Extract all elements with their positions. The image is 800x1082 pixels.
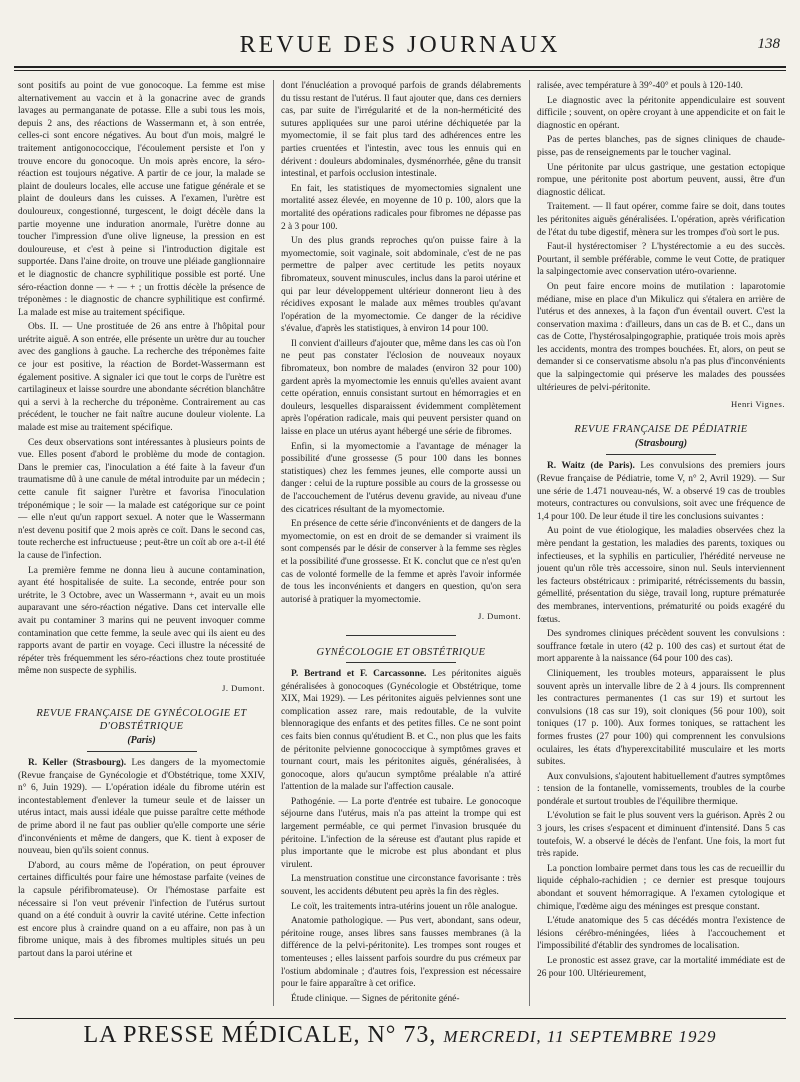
paragraph: En présence de cette série d'inconvénients et de dangers de la myomectomie, on est en droit de se demander si vraiment ils sont compensés par le désir de conserver à la femme ses règles et la possibilité d'une grossesse. Et K. conclut que ce n'est qu'en cas de volonté formelle de la femme et après l'avoir informée de tous les inconvénients et dangers en question, qu'on sera autorisé à pratiquer la myomectomie. [281, 519, 521, 605]
paragraph: sont positifs au point de vue gonocoque. La femme est mise alternativement au vaccin et à la gonacrine avec de grands lavages au permanganate de potasse. Elle a subi tous les mois, depuis 2 ans, des réactions de Wassermann et, à son entrée, celles-ci sont encore négatives. Au bout d'un mois, malgré le traitement antigonococcique, l'écoulement persiste et l'on y trouve encore du gonocoque. Un mois après encore, la séro-réaction est toujours négative. A partir de ce jour, la malade se plaint de douleurs locales, elle accuse une fatigue générale et se plaint de douleurs dans les cuisses. A l'examen, l'urètre est douloureux, congestionné, turgescent, le doigt décèle dans la partie moyenne une induration anormale, l'urètre donne au toucher l'impression d'une olive ligneuse, la pression en est douloureuse, et c'est à peine si l'introduction digitale est supportée. Dans l'aine droite, on trouve une pléiade ganglionnaire et le diagnostic de chancre syphilitique possible est porté. Une séro-réaction donne — + — + ; un frottis décèle la présence de tréponèmes : le diagnostic de chancre syphilitique est confirmé. La malade est mise au traitement spécifique. [18, 81, 265, 318]
paragraph: Aux convulsions, s'ajoutent habituellement d'autres symptômes : tension de la fontanelle, vomissements, troubles de la courbe pondérale et surtout troubles de l'équilibre thermique. [537, 771, 785, 807]
paragraph: Le diagnostic avec la péritonite appendiculaire est souvent difficile ; souvent, on opère croyant à une appendicite et on fait le diagnostic en opérant. [537, 95, 785, 131]
signature: J. Dumont. [478, 611, 521, 622]
column-divider [273, 80, 274, 1006]
paragraph: Le coït, les traitements intra-utérins jouent un rôle analogue. [291, 901, 518, 912]
section-rule [346, 662, 456, 663]
section-rule [87, 751, 197, 752]
article-text: Les convulsions des premiers jours (Revue française de Pédiatrie, tome V, n° 2, Avril 1929). — Sur une série de 1.471 nouveau-nés, W. a observé 19 cas de troubles moteurs, contractures ou convulsions, soit avec une fréquence de 1,4 pour 100. De leur étude il tire les conclusions suivantes : [537, 461, 785, 522]
paragraph: Pathogénie. — La porte d'entrée est tubaire. Le gonocoque séjourne dans l'utérus, mais n'a pas atteint la trompe qui est largement perméable, ce qui permet l'invasion brusquée du péritoine. L'infection de la séreuse est d'autant plus rapide et plus importante que le microbe est plus abondant et plus virulent. [281, 796, 521, 870]
journal-title: REVUE DES JOURNAUX [239, 32, 561, 58]
paragraph: La ponction lombaire permet dans tous les cas de recueillir du liquide céphalo-rachidien ; ce dernier est presque toujours abondant et souvent hémorragique. A l'examen cytologique et chimique, l'œdème aigu des méninges est presque constant. [537, 863, 785, 912]
paragraph: Une péritonite par ulcus gastrique, une gestation ectopique rompue, une péritonite post abortum peuvent, aussi, être d'un diagnostic délicat. [537, 162, 785, 198]
article-paragraph [537, 460, 785, 523]
section-rule [606, 454, 716, 455]
paragraph: Il convient d'ailleurs d'ajouter que, même dans les cas où l'on ne peut pas constater l'éclosion de nouveaux noyaux fibromateux, bon nombre de malades (environ 32 pour 100) gardent après la myomectomie les ennuis qu'elles avaient avant cette opération, ennuis consistant surtout en hémorragies et en douleurs, lesquelles disparaissent évidemment complètement après l'opération radicale, mais qui peuvent persister quand on laisse en place un utérus ayant hébergé une série de fibromes. [281, 338, 521, 438]
section-title: REVUE FRANÇAISE DE GYNÉCOLOGIE ET D'OBSTÉTRIQUE [36, 707, 247, 732]
paragraph: Au point de vue étiologique, les maladies observées chez la mère pendant la gestation, les maladies des parents, toxiques ou infectieuses, et la syphilis en particulier, l'hérédité nerveuse ne jouent qu'un rôle très accessoire, sinon nul. Seuls interviennent les facteurs obstétricaux : primiparité, rétrécissements du bassin, gémellité, présentation du siège, travail long, rupture prématurée des membranes, interventions, prématurité ou poids exagéré du fœtus. [537, 526, 785, 625]
column-divider [529, 80, 530, 1006]
footer-date: MERCREDI, 11 SEPTEMBRE 1929 [443, 1027, 717, 1046]
page-footer [14, 1012, 786, 1062]
paragraph: Ces deux observations sont intéressantes à plusieurs points de vue. Elles posent d'abord le problème du mode de contagion. Dans le premier cas, l'inoculation a été faite à la faveur d'un traumatisme dû à une canule de métal introduite par un médecin ; cette canule fit saigner l'urètre et favorisa l'inoculation tréponémique ; le soir — la malade est catégorique sur ce point — elle n'eut qu'un rapport sexuel. A noter que le Wassermann n'est devenu positif que 2 mois après ce coït. Dans le second cas, toute recherche est infructueuse ; peut-être un coït ab ore a-t-il été la cause de l'infection. [18, 437, 265, 561]
paragraph: Enfin, si la myomectomie a l'avantage de ménager la possibilité d'une grossesse (5 pour 100 dans les bonnes statistiques) chez les femmes jeunes, elle comporte aussi un danger : celui de la rupture possible au cours de la grossesse ou de l'accouchement de l'utérus devenu gravide, au niveau d'une des cicatrices résultant de la myomectomie. [281, 441, 521, 515]
header-rule-thin [14, 70, 786, 71]
paragraph: L'étude anatomique des 5 cas décédés montra l'existence de lésions cérébro-méningées, liées à l'accouchement et l'impossibilité d'établir des syndromes de localisation. [537, 916, 785, 952]
paragraph: ralisée, avec température à 39°-40° et pouls à 120-140. [537, 81, 743, 91]
paragraph: On peut faire encore moins de mutilation : laparotomie médiane, mise en place d'un Mikulicz qui s'étalera en arrière de l'utérus et des annexes, à la façon d'un éventail ouvert. C'est la conservation maxima : d'ailleurs, dans un cas de B. et C., dans un cas de Cotte, l'hystérosalpingographie, pratiquée trois mois après les accidents, montra des trompes bouchées. Et, alors, on peut se demander si ce conservatisme absolu n'a pas plus d'inconvénients que la salpingectomie qui préserve les malades des poussées ultérieures de pelvi-péritonite. [537, 281, 785, 393]
paragraph: Cliniquement, les troubles moteurs, apparaissent le plus souvent après un intervalle libre de 2 à 4 jours. Ils comprennent les contractures permanentes (1 cas sur 19) et surtout les convulsions (18 cas sur 19), soit cloniques (56 pour 100), soit toniques (17 p. 100). Aux formes toniques, se rattachent les formes frustes (27 pour 100) qui comprennent les convulsions oculaires, les états d'hyperexcitabilité musculaire et les morts subites. [537, 668, 785, 768]
article-author: R. Waitz (de Paris). [547, 461, 635, 472]
paragraph: Traitement. — Il faut opérer, comme faire se doit, dans toutes les péritonites aiguës généralisées. L'opération, après vérification de l'état du tube digestif, mènera sur les trompes d'où sort le pus. [537, 202, 785, 238]
paragraph: Anatomie pathologique. — Pus vert, abondant, sans odeur, péritoine rouge, anses libres sans fausses membranes (à la différence de la pelvi-péritonite). Les trompes sont rouges et tomenteuses ; elles laissent parfois sourdre du pus crémeux par l'ostium abdominale ; d'autres fois, l'expression est nécessaire pour le faire apparaître à cet orifice. [281, 916, 521, 990]
signature: Henri Vignes. [730, 399, 785, 410]
paragraph: L'évolution se fait le plus souvent vers la guérison. Après 2 ou 3 jours, les crises s'espacent et diminuent d'intensité. Dans 5 cas toutefois, W. a observé le décès de l'enfant. Une fois, la mort fut très rapide. [537, 811, 785, 860]
section-subtitle: (Strasbourg) [634, 437, 688, 449]
section-title: GYNÉCOLOGIE ET OBSTÉTRIQUE [316, 646, 486, 658]
paragraph: Faut-il hystérectomiser ? L'hystérectomie a eu des succès. Pourtant, il semble préférable, comme le veut Cotte, de pratiquer la salpingectomie avec conservation utéro-ovarienne. [537, 242, 785, 278]
column-2 [281, 80, 521, 1006]
paragraph: La menstruation constitue une circonstance favorisante : très souvent, les accidents débutent peu après la fin des règles. [281, 874, 521, 898]
section-subtitle: (Paris) [127, 734, 156, 746]
paragraph: D'abord, au cours même de l'opération, on peut éprouver certaines difficultés pour faire une hémostase parfaite (veines de la capsule périfibromateuse). Or l'hémostase parfaite est nécessaire si l'on veut prévenir l'infection de l'utérus surtout quand on a été conduit à ouvrir la cavité utérine. Cette infection est encore plus à craindre quand on a eu affaire, non pas à un fibrome unique, mais à des fibromes multiples situés un peu partout dans la paroi utérine et [18, 860, 265, 959]
paragraph: Étude clinique. — Signes de péritonite géné- [291, 993, 460, 1004]
paragraph: Obs. II. — Une prostituée de 26 ans entre à l'hôpital pour urétrite aiguë. A son entrée, elle présente un urètre dur au toucher avec des ganglions à gauche. La recherche des tréponèmes faite ce jour est positive, la réaction de Bordet-Wassermann est également positive. A signaler ici que tout le corps de l'urètre est cartilagineux et laisse sourdre une abondante sécrétion blanchâtre qui a servi à la recherche du tréponème. Contrairement au cas précédent, le toucher ne fait naître aucune douleur violente. La malade est mise au traitement spécifique. [18, 322, 265, 434]
paragraph: Un des plus grands reproches qu'on puisse faire à la myomectomie, soit vaginale, soit abdominale, c'est de ne pas permettre de palper avec certitude les petits noyaux fibromateux, souvent minuscules, inclus dans la paroi utérine et qui par leur développement ultérieur donneront lieu à des récidives exposant le malade aux mêmes troubles qu'avant l'opération de la myomectomie. Ce danger de la récidive s'évalue, d'après les statistiques, à environ 14 pour 100. [281, 236, 521, 335]
footer-journal: LA PRESSE MÉDICALE, N° 73, [83, 1022, 437, 1048]
footer-text [14, 1022, 786, 1049]
article-paragraph [18, 757, 265, 858]
paragraph: Le pronostic est assez grave, car la mortalité immédiate est de 26 pour 100. Ultérieurement, [537, 956, 785, 979]
paragraph: dont l'énucléation a provoqué parfois de grands délabrements du tissu restant de l'utérus. Il faut ajouter que, dans ces derniers cas, par suite de l'irrégularité et de la non-herméticité des sutures appliquées sur une paroi utérine déchiquetée par la myomectomie, il se fait plus tard des adhérences entre les parties cruentées et l'intestin, avec tous les ennuis qui en dérivent : douleurs abdominales, dysménorrhée, gêne du transit intestinal, et parfois occlusion intestinale. [281, 81, 521, 180]
paragraph: La première femme ne donna lieu à aucune contamination, ayant été hospitalisée de suite. La seconde, entrée pour son urétrite, le 3 Octobre, avec un Wassermann +, avait eu un mois auparavant une séro-réaction négative. Dans cet intervalle elle avait pu contaminer 3 marins qui ne peuvent invoquer comme contamination que cette femme, la seule avec qui ils aient eu des rapports avant de partir en voyage. Ceci illustre la nécessité de répéter très fréquemment les séro-réactions chez toute prostituée même non suspecte de syphilis. [18, 565, 265, 677]
article-text: Les dangers de la myomectomie (Revue française de Gynécologie et d'Obstétrique, tome XXIV, n° 6, Juin 1929). — L'opération idéale du fibrome utérin est incontestablement d'enlever la tumeur seule et de laisser un utérus intact, mais aussi idéale que puisse paraître cette méthode de prime abord il ne faut pas oublier qu'elle comporte une série d'inconvénients et même de dangers, que K. tient à exposer de nouveau, bien qu'ils soient connus. [18, 758, 265, 857]
section-title: REVUE FRANÇAISE DE PÉDIATRIE [574, 423, 748, 435]
page-header [14, 10, 786, 66]
column-3 [537, 80, 785, 1006]
article-author: R. Keller (Strasbourg). [28, 758, 127, 769]
signature: J. Dumont. [222, 682, 265, 693]
article-text: Les péritonites aiguës généralisées à gonocoques (Gynécologie et Obstétrique, tome XIX, Mai 1929). — Les péritonites aiguës pelviennes sont une complication assez rare, mais redoutable, de la vulvite blennoragique des enfants et des petites filles. Ce ne sont point ces faits bien connus qu'étudient B. et C., non plus que les faits de péritonite pelvienne gonococcique à symptômes graves et tournant court, mais les péritonites aiguës, généralisées, à gonocoque, alors qu'aucun symptôme préalable n'a attiré l'attention de la malade sur l'affection causale. [281, 668, 521, 793]
article-author: P. Bertrand et F. Carcassonne. [291, 668, 427, 679]
paragraph: Des syndromes cliniques précèdent souvent les convulsions : souffrance fœtale in utero (42 p. 100 des cas) et surtout état de mort apparente à la naissance (64 pour 100 des cas). [537, 629, 785, 665]
footer-rule [14, 1018, 786, 1019]
paragraph: Pas de pertes blanches, pas de signes cliniques de chaude-pisse, pas de renseignements par le toucher vaginal. [537, 135, 785, 158]
header-rule [14, 66, 786, 68]
column-1 [18, 80, 265, 1006]
section-rule [346, 635, 456, 636]
page-number: 138 [757, 36, 780, 52]
paragraph: En fait, les statistiques de myomectomies signalent une mortalité assez élevée, en moyenne de 10 p. 100, alors que la mortalité des opérations radicales pour fibromes ne dépasse pas 2 à 3 pour 100. [281, 183, 521, 232]
article-paragraph [281, 668, 521, 794]
